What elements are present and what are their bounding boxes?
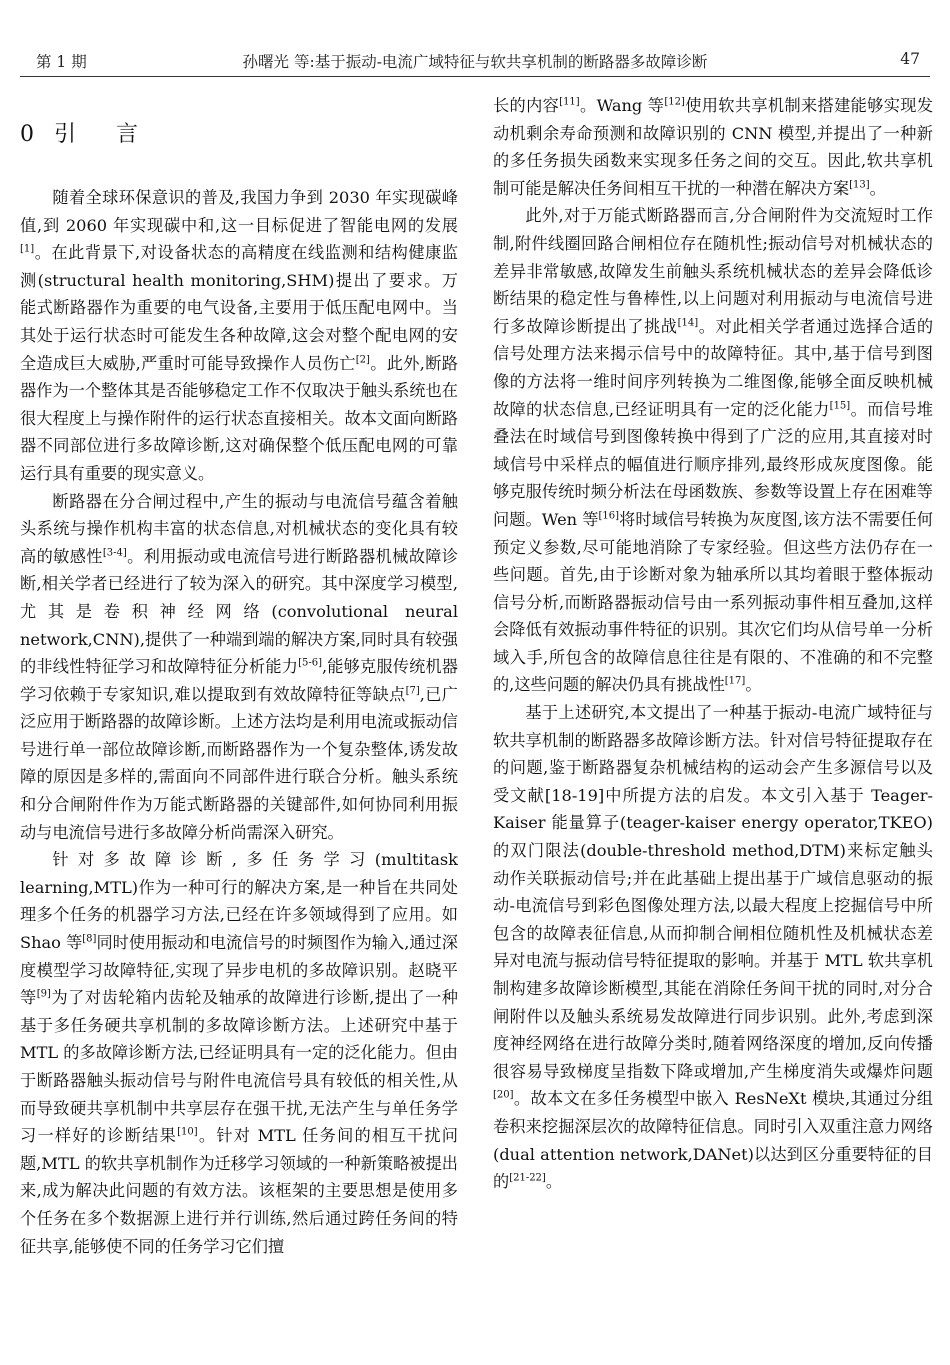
citation: [13] [849, 179, 870, 191]
running-title: 孙曙光 等:基于振动-电流广域特征与软共享机制的断路器多故障诊断 [242, 53, 708, 71]
page-number: 47 [900, 50, 920, 68]
citation: [20] [493, 1089, 514, 1101]
citation: [15] [829, 400, 851, 412]
citation: [9] [36, 988, 51, 1000]
section-number: 0 [20, 122, 34, 147]
running-header [20, 46, 930, 74]
paragraph: 断路器在分合闸过程中,产生的振动与电流信号蕴含着触头系统与操作机构丰富的状态信息,对机械状态的变化具有较高的敏感性[3-4]。利用振动或电流信号进行断路器机械故障诊断,相关学者已经进行了较为深入的研究。其中深度学习模型,尤其是卷积神经网络(convolutional neural network,CNN),提供了一种端到端的解决方案,同时具有较强的非线性特征学习和故障特征分析能力[5-6],能够克服传统机器学习依赖于专家知识,难以提取到有效故障特征等缺点[7],已广泛应用于断路器的故障诊断。上述方法均是利用电流或振动信号进行单一部位故障诊断,而断路器作为一个复杂整体,诱发故障的原因是多样的,需面向不同部件进行联合分析。触头系统和分合闸附件作为万能式断路器的关键部件,如何协同利用振动与电流信号进行多故障分析尚需深入研究。 [20, 491, 459, 842]
paragraph: 长的内容[11]。Wang 等[12]使用软共享机制来搭建能够实现发动机剩余寿命预测和故障识别的 CNN 模型,并提出了一种新的多任务损失函数来实现多任务之间的交互。因此,软共享机制可能是解决任务间相互干扰的一种潜在解决方案[13]。 [493, 96, 934, 198]
citation: [2] [355, 354, 370, 366]
citation: [8] [82, 933, 97, 945]
paragraph: 针对多故障诊断,多任务学习(multitask learning,MTL)作为一种可行的解决方案,是一种旨在共同处理多个任务的机器学习方法,已经在许多领域得到了应用。如 Shao 等[8]同时使用振动和电流信号的时频图作为输入,通过深度模型学习故障特征,实现了异步电机的多故障识别。赵晓平等[9]为了对齿轮箱内齿轮及轴承的故障进行诊断,提出了一种基于多任务硬共享机制的多故障诊断方法。上述研究中基于 MTL 的多故障诊断方法,已经证明具有一定的泛化能力。但由于断路器触头振动信号与附件电流信号具有较低的相关性,从而导致硬共享机制中共享层存在强干扰,无法产生与单任务学习一样好的诊断结果[10]。针对 MTL 任务间的相互干扰问题,MTL 的软共享机制作为迁移学习领域的一种新策略被提出来,成为解决此问题的有效方法。该框架的主要思想是使用多个任务在多个数据源上进行并行训练,然后通过跨任务间的特征共享,能够使不同的任务学习它们擅 [20, 850, 458, 1256]
paragraph: 基于上述研究,本文提出了一种基于振动-电流广域特征与软共享机制的断路器多故障诊断方法。针对信号特征提取存在的问题,鉴于断路器复杂机械结构的运动会产生多源信号以及受文献[18-19]中所提方法的启发。本文引入基于 Teager-Kaiser 能量算子(teager-kaiser energy operator,TKEO)的双门限法(double-threshold method,DTM)来标定触头动作关联振动信号;并在此基础上提出基于广域信息驱动的振动-电流信号到彩色图像处理方法,以最大程度上挖掘信号中所包含的故障表征信息,从而抑制合闸相位随机性及机械状态差异对电流与振动信号特征提取的影响。并基于 MTL 软共享机制构建多故障诊断模型,其能在消除任务间干扰的同时,对分合闸附件以及触头系统易发故障进行同步识别。此外,考虑到深度神经网络在进行故障分类时,随着网络深度的增加,反向传播很容易导致梯度呈指数下降或增加,产生梯度消失或爆炸问题[20]。故本文在多任务模型中嵌入 ResNeXt 模块,其通过分组卷积来挖掘深层次的故障特征信息。同时引入双重注意力网络(dual attention network,DANet)以达到区分重要特征的目的[21-22]。 [493, 703, 933, 1192]
citation: [14] [677, 317, 699, 329]
citation: [3-4] [102, 547, 127, 559]
citation: [10] [177, 1126, 198, 1138]
section-title-char-2: 言 [116, 122, 139, 147]
citation: [11] [559, 96, 580, 108]
header-rule [20, 76, 930, 77]
right-column [493, 92, 933, 1196]
paragraph: 随着全球环保意识的普及,我国力争到 2030 年实现碳峰值,到 2060 年实现碳中和,这一目标促进了智能电网的发展[1]。在此背景下,对设备状态的高精度在线监测和结构健康监测(structural health monitoring,SHM)提出了要求。万能式断路器作为重要的电气设备,主要用于低压配电网中。当其处于运行状态时可能发生各种故障,这会对整个配电网的安全造成巨大威胁,严重时可能导致操作人员伤亡[2]。此外,断路器作为一个整体其是否能够稳定工作不仅取决于触头系统也在很大程度上与操作附件的运行状态直接相关。故本文面向断路器不同部位进行多故障诊断,这对确保整个低压配电网的可靠运行具有重要的现实意义。 [20, 188, 458, 483]
citation: [21-22] [509, 1172, 546, 1184]
citation: [1] [20, 243, 35, 255]
citation: [5-6] [298, 657, 322, 669]
citation: [12] [664, 96, 685, 108]
citation: [7] [405, 685, 420, 697]
issue-label: 第 1 期 [36, 53, 87, 71]
citation: [16] [598, 510, 620, 522]
citation: [17] [724, 676, 746, 688]
left-column [20, 92, 458, 1260]
section-title-char-1: 引 [54, 122, 77, 147]
section-heading [20, 120, 458, 150]
paragraph: 此外,对于万能式断路器而言,分合闸附件为交流短时工作制,附件线圈回路合闸相位存在随机性;振动信号对机械状态的差异非常敏感,故障发生前触头系统机械状态的差异会降低诊断结果的稳定性与鲁棒性,以上问题对利用振动与电流信号进行多故障诊断提出了挑战[14]。对此相关学者通过选择合适的信号处理方法来揭示信号中的故障特征。其中,基于信号到图像的方法将一维时间序列转换为二维图像,能够全面反映机械故障的状态信息,已经证明具有一定的泛化能力[15]。而信号堆叠法在时域信号到图像转换中得到了广泛的应用,其直接对时域信号中采样点的幅值进行顺序排列,最终形成灰度图像。能够克服传统时频分析法在母函数族、参数等设置上存在困难等问题。Wen 等[16]将时域信号转换为灰度图,该方法不需要任何预定义参数,尽可能地消除了专家经验。但这些方法仍存在一些问题。首先,由于诊断对象为轴承所以其均着眼于整体振动信号分析,而断路器振动信号由一系列振动事件相互叠加,这样会降低有效振动事件特征的识别。其次它们均从信号单一分析域入手,所包含的故障信息往往是有限的、不准确的和不完整的,这些问题的解决仍具有挑战性[17]。 [493, 206, 934, 695]
